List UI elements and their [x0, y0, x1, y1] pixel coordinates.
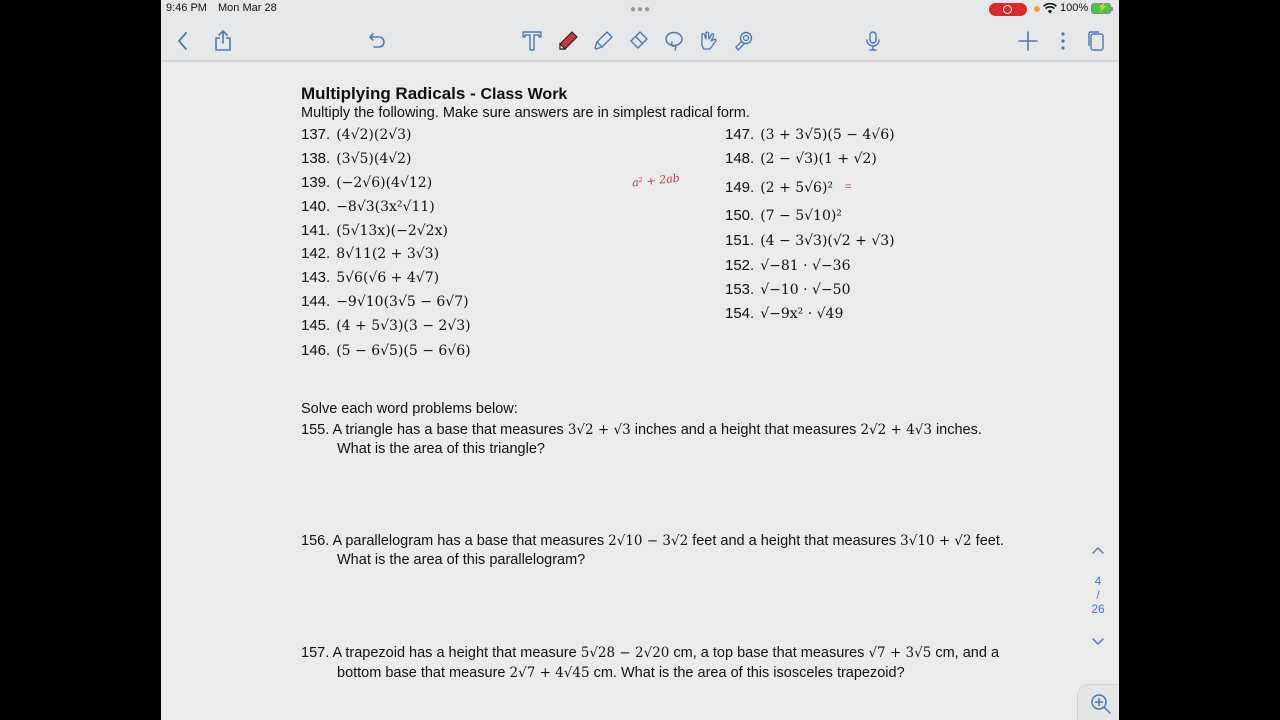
problem-143: 143. 5√6(√6 + 4√7) — [301, 269, 440, 286]
problem-139: 139. (−2√6)(4√12) — [301, 174, 433, 191]
hand-tool-button[interactable] — [696, 29, 720, 53]
laser-pointer-icon — [731, 29, 755, 53]
page-up-chevron-icon[interactable] — [1091, 544, 1105, 558]
pen-tool-button[interactable] — [556, 29, 580, 53]
problem-147: 147. (3 + 3√5)(5 − 4√6) — [725, 126, 895, 143]
document-page[interactable] — [161, 64, 1119, 720]
problem-138: 138. (3√5)(4√2) — [301, 150, 412, 167]
undo-icon — [365, 29, 389, 53]
eraser-tool-button[interactable] — [626, 29, 650, 53]
problem-140: 140. −8√3(3x²√11) — [301, 198, 435, 215]
eraser-icon — [626, 29, 650, 53]
problem-151: 151. (4 − 3√3)(√2 + √3) — [725, 232, 895, 249]
plus-icon — [1016, 29, 1040, 53]
microphone-icon — [861, 29, 885, 53]
laser-pointer-button[interactable] — [731, 29, 755, 53]
text-tool-icon — [520, 29, 544, 53]
more-vertical-icon — [1051, 29, 1075, 53]
pages-button[interactable] — [1084, 29, 1108, 53]
word-problems-heading: Solve each word problems below: — [301, 401, 518, 417]
pen-icon — [556, 29, 580, 53]
status-time: 9:46 PM — [166, 2, 207, 14]
battery-charging-icon: ⚡ — [1091, 3, 1111, 14]
word-problem-157: 157. A trapezoid has a height that measure 5√28 − 2√20 cm, a top base that measures √7 + 3√5 cm, and a bottom base that measure 2√7 + 4√45 cm. What is the area of this isosceles trapezoid? — [301, 645, 1000, 681]
add-button[interactable] — [1016, 29, 1040, 53]
chevron-left-icon — [171, 29, 195, 53]
problem-149: 149. (2 + 5√6)² — [725, 179, 834, 196]
text-tool-button[interactable] — [520, 29, 544, 53]
problem-144: 144. −9√10(3√5 − 6√7) — [301, 293, 469, 310]
battery-percentage: 100% — [1060, 2, 1089, 14]
pages-icon — [1084, 29, 1108, 53]
screen-recording-icon[interactable] — [989, 3, 1027, 16]
share-button[interactable] — [211, 29, 235, 53]
zoom-button[interactable] — [1077, 684, 1119, 720]
page-down-chevron-icon[interactable] — [1091, 634, 1105, 648]
back-button[interactable] — [171, 29, 195, 53]
status-date: Mon Mar 28 — [218, 2, 277, 14]
toolbar — [161, 20, 1119, 62]
share-icon — [211, 29, 235, 53]
page-title: Multiplying Radicals - Class Work — [301, 84, 568, 103]
hand-pointer-icon — [696, 29, 720, 53]
mic-in-use-indicator-icon — [1034, 6, 1040, 12]
status-bar — [161, 0, 1119, 20]
wifi-icon — [1043, 3, 1057, 14]
problem-154: 154. √−9x² · √49 — [725, 305, 844, 322]
page-indicator[interactable]: 4 / 26 — [1091, 574, 1105, 616]
instructions: Multiply the following. Make sure answers are in simplest radical form. — [301, 105, 750, 121]
microphone-button[interactable] — [861, 29, 885, 53]
problem-150: 150. (7 − 5√10)² — [725, 207, 842, 224]
problem-141: 141. (5√13x)(−2√2x) — [301, 222, 448, 239]
ipad-screen — [161, 0, 1119, 720]
highlighter-tool-button[interactable] — [591, 29, 615, 53]
problem-153: 153. √−10 · √−50 — [725, 281, 851, 298]
highlighter-icon — [591, 29, 615, 53]
zoom-in-icon — [1090, 693, 1112, 715]
undo-button[interactable] — [365, 29, 389, 53]
handwritten-annotation[interactable]: a² + 2ab — [631, 171, 681, 190]
problem-152: 152. √−81 · √−36 — [725, 257, 851, 274]
problem-145: 145. (4 + 5√3)(3 − 2√3) — [301, 317, 471, 334]
problem-148: 148. (2 − √3)(1 + √2) — [725, 150, 877, 167]
word-problem-156: 156. A parallelogram has a base that measures 2√10 − 3√2 feet and a height that measures 3√10 + √2 feet. What is the area of this parallelogram? — [301, 533, 1004, 568]
lasso-icon — [662, 29, 686, 53]
problem-142: 142. 8√11(2 + 3√3) — [301, 245, 440, 262]
problem-146: 146. (5 − 6√5)(5 − 6√6) — [301, 342, 471, 359]
multitasking-dots-icon[interactable]: ●●● — [630, 4, 652, 15]
lasso-tool-button[interactable] — [662, 29, 686, 53]
handwritten-equals[interactable]: = — [845, 181, 852, 193]
problem-137: 137. (4√2)(2√3) — [301, 126, 412, 143]
more-options-button[interactable] — [1051, 29, 1075, 53]
word-problem-155: 155. A triangle has a base that measures 3√2 + √3 inches and a height that measures 2√2 + 4√3 inches. What is the area of this triangle? — [301, 422, 982, 457]
